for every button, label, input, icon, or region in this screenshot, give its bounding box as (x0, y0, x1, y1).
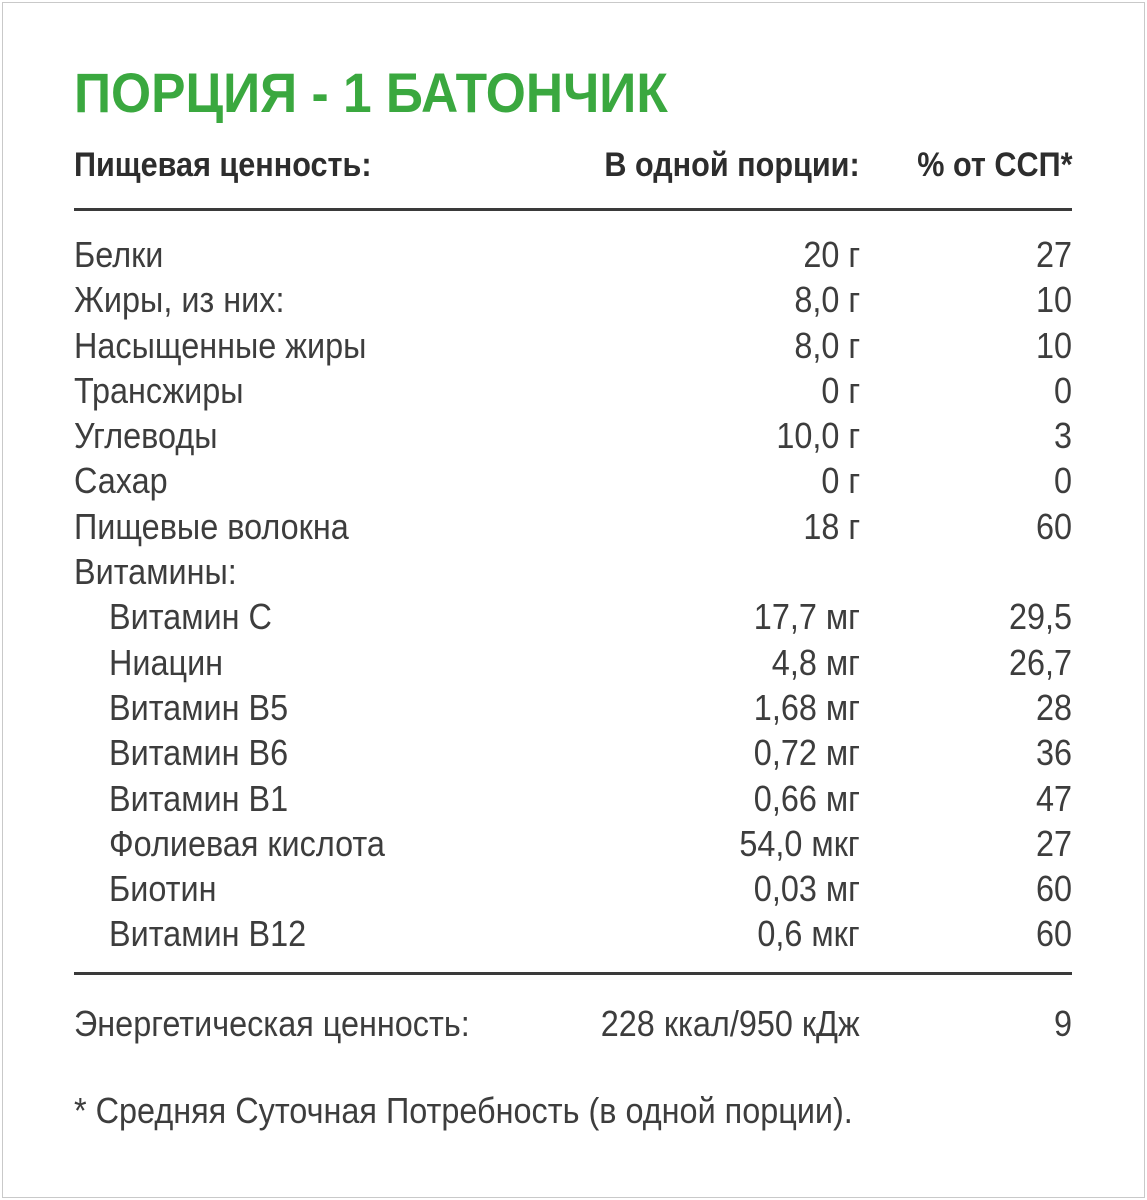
table-row (74, 368, 1072, 413)
energy-amount: 228 ккал/950 кДж (601, 1003, 860, 1044)
row-amount: 8,0 г (794, 324, 860, 366)
row-name: Витамины: (74, 551, 237, 593)
nutrition-rows (74, 232, 1072, 957)
table-row (74, 323, 1072, 368)
table-row (74, 458, 1072, 503)
energy-label: Энергетическая ценность: (74, 1003, 470, 1044)
table-row (74, 232, 1072, 277)
row-percent: 60 (1035, 913, 1072, 955)
row-name: Углеводы (74, 415, 218, 457)
row-name: Витамин B5 (109, 686, 289, 728)
row-amount: 0,6 мкг (757, 913, 860, 955)
row-percent: 27 (1035, 234, 1072, 275)
table-row (74, 685, 1072, 730)
row-amount: 17,7 мг (753, 596, 860, 638)
table-row (74, 504, 1072, 549)
row-amount: 0,66 мг (753, 777, 860, 819)
table-row (74, 821, 1072, 866)
table-row (74, 277, 1072, 322)
row-percent: 60 (1035, 868, 1072, 910)
row-name: Ниацин (109, 641, 224, 683)
row-name: Насыщенные жиры (74, 324, 367, 366)
row-percent: 28 (1035, 686, 1072, 728)
table-row (74, 549, 1072, 594)
table-row (74, 594, 1072, 639)
row-percent: 26,7 (1008, 641, 1072, 683)
table-row (74, 413, 1072, 458)
serving-title: ПОРЦИЯ - 1 БАТОНЧИК (74, 61, 668, 124)
row-name: Витамин C (109, 596, 272, 638)
table-row (74, 866, 1072, 911)
row-percent: 36 (1035, 732, 1072, 774)
header-percent-daily: % от ССП* (916, 146, 1072, 184)
table-row (74, 640, 1072, 685)
row-amount: 8,0 г (794, 279, 860, 321)
row-percent: 27 (1035, 822, 1072, 864)
row-name: Пищевые волокна (74, 505, 349, 547)
row-percent: 60 (1035, 505, 1072, 547)
row-amount: 20 г (803, 234, 860, 275)
header-nutrition-value: Пищевая ценность: (74, 146, 372, 184)
energy-row (74, 998, 1072, 1050)
energy-percent: 9 (1053, 1003, 1072, 1044)
row-amount: 18 г (803, 505, 860, 547)
row-name: Витамин B1 (109, 777, 289, 819)
row-amount: 4,8 мг (771, 641, 860, 683)
header-divider (74, 208, 1072, 211)
row-amount: 10,0 г (776, 415, 860, 457)
row-name: Жиры, из них: (74, 279, 285, 321)
row-amount: 0 г (821, 369, 860, 411)
row-percent: 3 (1053, 415, 1072, 457)
row-amount: 54,0 мкг (739, 822, 860, 864)
table-header (74, 140, 1072, 190)
row-amount: 0,03 мг (753, 868, 860, 910)
row-percent: 47 (1035, 777, 1072, 819)
table-row (74, 776, 1072, 821)
row-name: Белки (74, 234, 164, 275)
header-per-serving: В одной порции: (604, 146, 860, 184)
row-percent: 10 (1035, 324, 1072, 366)
energy-divider (74, 972, 1072, 975)
row-amount: 0 г (821, 460, 860, 502)
row-percent: 10 (1035, 279, 1072, 321)
row-percent: 0 (1053, 369, 1072, 411)
row-name: Сахар (74, 460, 168, 502)
row-name: Витамин B12 (109, 913, 307, 955)
row-name: Витамин B6 (109, 732, 289, 774)
row-amount: 1,68 мг (753, 686, 860, 728)
table-row (74, 730, 1072, 775)
row-percent: 29,5 (1008, 596, 1072, 638)
row-percent: 0 (1053, 460, 1072, 502)
footnote: * Средняя Суточная Потребность (в одной порции). (74, 1090, 853, 1131)
row-amount: 0,72 мг (753, 732, 860, 774)
row-name: Трансжиры (74, 369, 244, 411)
row-name: Фолиевая кислота (109, 822, 385, 864)
table-row (74, 911, 1072, 956)
row-name: Биотин (109, 868, 217, 910)
